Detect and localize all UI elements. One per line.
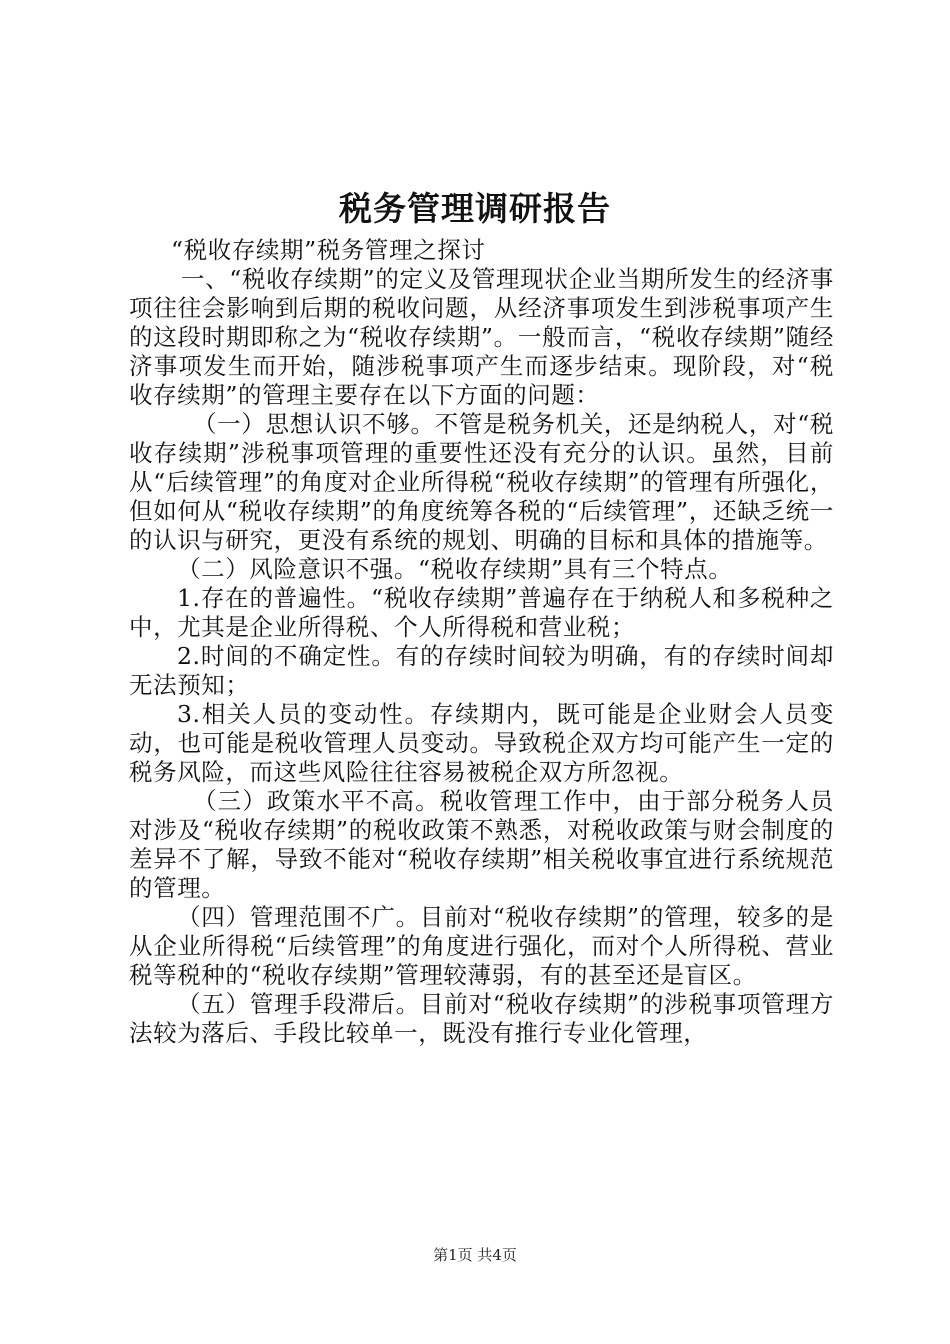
paragraph-subtitle: “税收存续期”税务管理之探讨	[171, 236, 486, 264]
paragraph-point-1: （一）思想认识不够。不管是税务机关，还是纳税人，对“税收存续期”涉税事项管理的重要性还没有充分的认识。虽然，目前从“后续管理”的角度对企业所得税“税收存续期”的管理有所强化，但如何从“税收存续期”的角度统筹各税的“后续管理”，还缺乏统一的认识与研究，更没有系统的规划、明确的目标和具体的措施等。	[129, 410, 834, 554]
page-footer: 第1页 共4页	[433, 1246, 517, 1264]
paragraph-feature-3: 3.相关人员的变动性。存续期内，既可能是企业财会人员变动，也可能是税收管理人员变动。导致税企双方均可能产生一定的税务风险，而这些风险往往容易被税企双方所忽视。	[129, 700, 834, 786]
paragraph-point-4: （四）管理范围不广。目前对“税收存续期”的管理，较多的是从企业所得税“后续管理”的角度进行强化，而对个人所得税、营业税等税种的“税收存续期”管理较薄弱，有的甚至还是盲区。	[129, 903, 834, 989]
paragraph-section-one: 一、“税收存续期”的定义及管理现状企业当期所发生的经济事项往往会影响到后期的税收问题，从经济事项发生到涉税事项产生的这段时期即称之为“税收存续期”。一般而言，“税收存续期”随经济事项发生而开始，随涉税事项产生而逐步结束。现阶段，对“税收存续期”的管理主要存在以下方面的问题：	[129, 265, 834, 409]
paragraph-feature-2: 2.时间的不确定性。有的存续时间较为明确，有的存续时间却无法预知；	[129, 642, 834, 699]
paragraph-point-3: （三）政策水平不高。税收管理工作中，由于部分税务人员对涉及“税收存续期”的税收政策不熟悉，对税收政策与财会制度的差异不了解，导致不能对“税收存续期”相关税收事宜进行系统规范的管理。	[129, 787, 834, 902]
paragraph-point-5: （五）管理手段滞后。目前对“税收存续期”的涉税事项管理方法较为落后、手段比较单一，既没有推行专业化管理，	[129, 990, 834, 1047]
document-body	[129, 236, 834, 1048]
document-title: 税务管理调研报告	[339, 189, 611, 228]
paragraph-feature-1: 1.存在的普遍性。“税收存续期”普遍存在于纳税人和多税种之中，尤其是企业所得税、个人所得税和营业税；	[129, 584, 834, 641]
paragraph-point-2: （二）风险意识不强。“税收存续期”具有三个特点。	[177, 555, 733, 583]
